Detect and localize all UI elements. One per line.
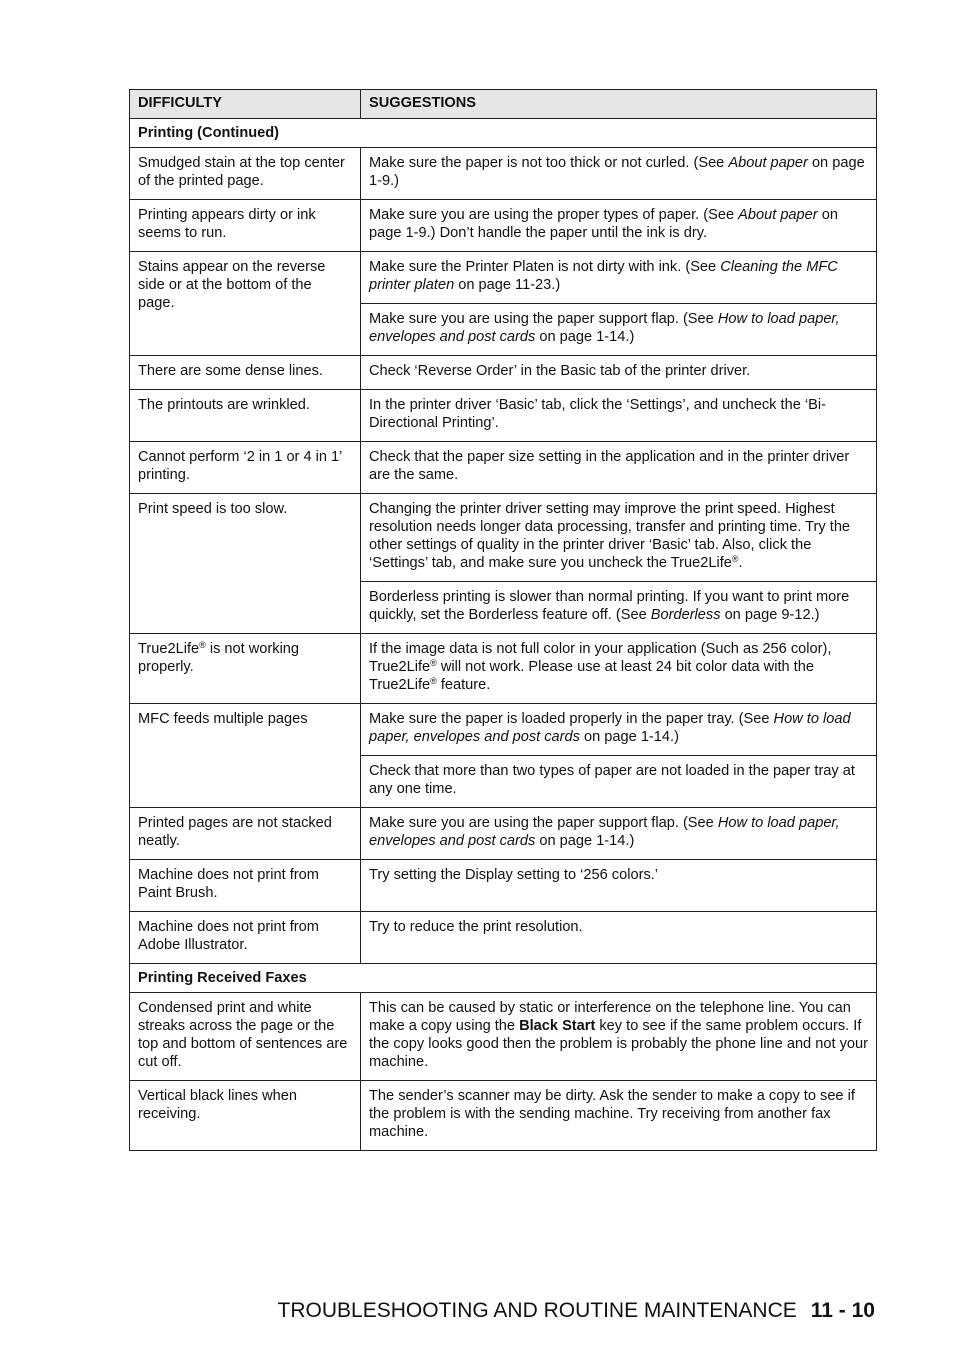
text-run: on page 9-12.) bbox=[720, 607, 820, 623]
suggestion-cell bbox=[361, 356, 877, 390]
text-run: will not work. Please use at least 24 bit color data with the True2Life bbox=[369, 659, 814, 693]
suggestion-cell bbox=[361, 252, 877, 304]
column-header-suggestions: SUGGESTIONS bbox=[361, 90, 877, 119]
table-row bbox=[130, 356, 877, 390]
page-footer bbox=[278, 1299, 875, 1323]
text-run: Make sure the Printer Platen is not dirty with ink. (See bbox=[369, 259, 721, 275]
chapter-title: TROUBLESHOOTING AND ROUTINE MAINTENANCE bbox=[277, 1299, 797, 1322]
table-body bbox=[130, 119, 877, 1151]
text-run: In the printer driver ‘Basic’ tab, click the ‘Settings’, and uncheck the ‘Bi-Directional Printing’. bbox=[369, 397, 826, 431]
suggestion-cell bbox=[361, 634, 877, 704]
suggestion-cell bbox=[361, 148, 877, 200]
text-run: Stains appear on the reverse side or at the bottom of the page. bbox=[138, 259, 326, 311]
text-run: Make sure the paper is not too thick or not curled. (See bbox=[369, 155, 729, 171]
section-row bbox=[130, 964, 877, 993]
table-row bbox=[130, 1081, 877, 1151]
table-row bbox=[130, 148, 877, 200]
suggestion-cell bbox=[361, 860, 877, 912]
difficulty-cell bbox=[130, 390, 361, 442]
text-run: This can be caused by static or interference on the telephone line. You can make a copy using the bbox=[369, 1000, 851, 1034]
difficulty-cell bbox=[130, 356, 361, 390]
text-run: Condensed print and white streaks across the page or the top and bottom of sentences are cut off. bbox=[138, 1000, 348, 1070]
text-run: on page 1-14.) bbox=[535, 833, 635, 849]
section-row bbox=[130, 119, 877, 148]
difficulty-cell bbox=[130, 200, 361, 252]
table-row bbox=[130, 860, 877, 912]
text-run: Borderless printing is slower than normal printing. If you want to print more quickly, set the Borderless feature off. (See bbox=[369, 589, 850, 623]
text-run: on page 11-23.) bbox=[454, 277, 561, 293]
text-run: MFC feeds multiple pages bbox=[138, 711, 308, 727]
table-row bbox=[130, 390, 877, 442]
difficulty-cell bbox=[130, 1081, 361, 1151]
text-run: on page 1-9.) bbox=[369, 155, 865, 189]
registered-mark: ® bbox=[430, 676, 437, 686]
text-run: There are some dense lines. bbox=[138, 363, 323, 379]
difficulty-cell bbox=[130, 912, 361, 964]
suggestion-cell bbox=[361, 304, 877, 356]
reference-link-text: How to load paper, envelopes and post cards bbox=[369, 815, 840, 849]
table-row bbox=[130, 704, 877, 756]
suggestion-cell bbox=[361, 442, 877, 494]
text-run: If the image data is not full color in your application (Such as 256 color), True2Life bbox=[369, 641, 832, 675]
reference-link-text: How to load paper, envelopes and post cards bbox=[369, 711, 851, 745]
text-run: Make sure the paper is loaded properly in the paper tray. (See bbox=[369, 711, 774, 727]
text-run: The printouts are wrinkled. bbox=[138, 397, 310, 413]
suggestion-cell bbox=[361, 704, 877, 756]
difficulty-cell bbox=[130, 252, 361, 356]
text-run: Vertical black lines when receiving. bbox=[138, 1088, 297, 1122]
suggestion-cell bbox=[361, 808, 877, 860]
suggestion-cell bbox=[361, 912, 877, 964]
suggestion-cell bbox=[361, 390, 877, 442]
suggestion-cell bbox=[361, 494, 877, 582]
text-run: The sender’s scanner may be dirty. Ask the sender to make a copy to see if the problem is with the sending machine. Try receiving from another fax machine. bbox=[369, 1088, 855, 1140]
table-row bbox=[130, 200, 877, 252]
suggestion-cell bbox=[361, 1081, 877, 1151]
suggestion-cell bbox=[361, 582, 877, 634]
text-run: on page 1-9.) Don’t handle the paper until the ink is dry. bbox=[369, 207, 838, 241]
text-run: Try setting the Display setting to ‘256 colors.’ bbox=[369, 867, 659, 883]
text-run: Print speed is too slow. bbox=[138, 501, 288, 517]
text-run: Printing appears dirty or ink seems to run. bbox=[138, 207, 316, 241]
text-run: on page 1-14.) bbox=[535, 329, 635, 345]
text-run: Machine does not print from Paint Brush. bbox=[138, 867, 319, 901]
text-run: is not working properly. bbox=[138, 641, 300, 675]
reference-link-text: How to load paper, envelopes and post cards bbox=[369, 311, 840, 345]
table-row bbox=[130, 808, 877, 860]
difficulty-cell bbox=[130, 148, 361, 200]
reference-link-text: Cleaning the MFC printer platen bbox=[369, 259, 838, 293]
difficulty-cell bbox=[130, 808, 361, 860]
suggestion-cell bbox=[361, 200, 877, 252]
table-row bbox=[130, 912, 877, 964]
table-row bbox=[130, 993, 877, 1081]
section-title: Printing (Continued) bbox=[130, 119, 877, 148]
text-run: Make sure you are using the paper support flap. (See bbox=[369, 311, 718, 327]
suggestion-cell bbox=[361, 993, 877, 1081]
suggestion-cell bbox=[361, 756, 877, 808]
text-run: Machine does not print from Adobe Illustrator. bbox=[138, 919, 319, 953]
text-run: True2Life bbox=[138, 641, 200, 657]
registered-mark: ® bbox=[199, 640, 206, 650]
text-run: Smudged stain at the top center of the printed page. bbox=[138, 155, 345, 189]
troubleshooting-table bbox=[129, 89, 877, 1151]
reference-link-text: About paper bbox=[728, 155, 808, 171]
difficulty-cell bbox=[130, 442, 361, 494]
difficulty-cell bbox=[130, 860, 361, 912]
text-run: Changing the printer driver setting may improve the print speed. Highest resolution needs longer data processing, transfer and printing time. Try the other settings of quality in the printer driver ‘Basic’ tab. Also, click the ‘Settings’ tab, and make sure you uncheck the True2Life bbox=[369, 501, 851, 571]
text-run: Check ‘Reverse Order’ in the Basic tab of the printer driver. bbox=[369, 363, 751, 379]
table-row bbox=[130, 494, 877, 582]
table-row bbox=[130, 252, 877, 304]
key-name: Black Start bbox=[519, 1018, 596, 1034]
text-run: Printed pages are not stacked neatly. bbox=[138, 815, 332, 849]
text-run: feature. bbox=[436, 677, 491, 693]
table-row bbox=[130, 442, 877, 494]
section-title: Printing Received Faxes bbox=[130, 964, 877, 993]
text-run: Cannot perform ‘2 in 1 or 4 in 1’ printing. bbox=[138, 449, 342, 483]
text-run: Check that the paper size setting in the application and in the printer driver are the same. bbox=[369, 449, 850, 483]
page-number: 11 - 10 bbox=[810, 1299, 875, 1322]
reference-link-text: About paper bbox=[738, 207, 818, 223]
text-run: Make sure you are using the paper support flap. (See bbox=[369, 815, 718, 831]
text-run: key to see if the same problem occurs. If the copy looks good then the problem is probably the phone line and not your machine. bbox=[369, 1018, 868, 1070]
text-run: . bbox=[738, 555, 743, 571]
column-header-difficulty: DIFFICULTY bbox=[130, 90, 361, 119]
text-run: Check that more than two types of paper are not loaded in the paper tray at any one time. bbox=[369, 763, 855, 797]
difficulty-cell bbox=[130, 704, 361, 808]
reference-link-text: Borderless bbox=[650, 607, 721, 623]
difficulty-cell bbox=[130, 993, 361, 1081]
registered-mark: ® bbox=[731, 554, 739, 564]
text-run: on page 1-14.) bbox=[579, 729, 679, 745]
table-header-row bbox=[130, 90, 877, 119]
registered-mark: ® bbox=[430, 658, 437, 668]
difficulty-cell bbox=[130, 494, 361, 634]
text-run: Try to reduce the print resolution. bbox=[369, 919, 583, 935]
text-run: Make sure you are using the proper types of paper. (See bbox=[369, 207, 739, 223]
table-row bbox=[130, 634, 877, 704]
difficulty-cell bbox=[130, 634, 361, 704]
